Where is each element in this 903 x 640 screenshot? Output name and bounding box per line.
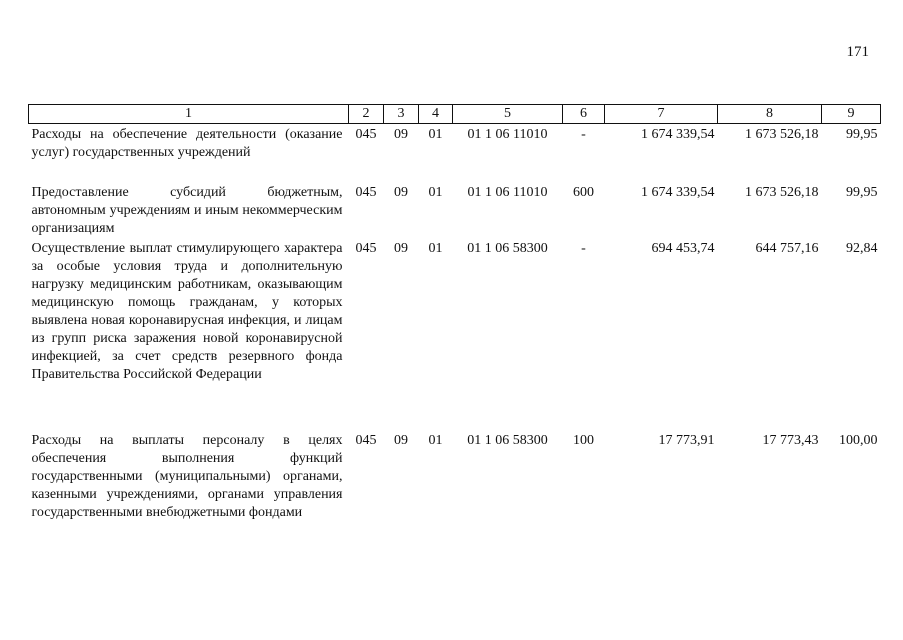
- section-code: 09: [394, 127, 408, 142]
- header-cell: 1: [29, 105, 349, 124]
- subsection-code: 01: [428, 127, 443, 142]
- section-code: 09: [394, 433, 408, 448]
- budget-table: [28, 104, 881, 542]
- expense-name: Предоставление субсидий бюджетным, автономным учреждениям и иным некоммерческим организациям: [31, 185, 343, 236]
- header-cell: 2: [349, 105, 384, 124]
- header-cell: 9: [822, 105, 881, 124]
- executed-amount: 1 673 526,18: [745, 127, 819, 142]
- planned-amount: 694 453,74: [651, 241, 715, 256]
- ministry-code: 045: [355, 433, 377, 448]
- header-cell: 7: [605, 105, 718, 124]
- execution-percent: 99,95: [846, 185, 878, 200]
- expense-name: Осуществление выплат стимулирующего характера за особые условия труда и дополнительную нагрузку медицинским работникам, оказывающим медицинскую помощь гражданам, у которых выявлена новая коронавирусная инфекция, и лицам из групп риска заражения новой коронавирусной инфекцией, за счет средств резервного фонда Правительства Российской Федерации: [31, 241, 343, 382]
- planned-amount: 1 674 339,54: [641, 127, 715, 142]
- planned-amount: 17 773,91: [658, 433, 715, 448]
- ministry-code: 045: [355, 185, 377, 200]
- header-cell: 3: [384, 105, 419, 124]
- subsection-code: 01: [428, 185, 443, 200]
- expense-name: Расходы на выплаты персоналу в целях обеспечения выполнения функций государственными (муниципальными) органами, казенными учреждениями, органами управления государственными внебюджетными фондами: [31, 433, 343, 520]
- header-cell: 5: [453, 105, 563, 124]
- planned-amount: 1 674 339,54: [641, 185, 715, 200]
- section-code: 09: [394, 241, 408, 256]
- execution-percent: 100,00: [839, 433, 878, 448]
- subsection-code: 01: [428, 241, 443, 256]
- header-cell: 4: [419, 105, 453, 124]
- table-row: [29, 238, 881, 430]
- ministry-code: 045: [355, 241, 377, 256]
- executed-amount: 644 757,16: [755, 241, 819, 256]
- executed-amount: 17 773,43: [762, 433, 819, 448]
- expense-type-code: -: [581, 241, 586, 256]
- table-row: [29, 124, 881, 183]
- target-article-code: 01 1 06 11010: [467, 185, 548, 200]
- header-cell: 6: [563, 105, 605, 124]
- target-article-code: 01 1 06 58300: [467, 433, 548, 448]
- table-row: [29, 182, 881, 238]
- execution-percent: 99,95: [846, 127, 878, 142]
- subsection-code: 01: [428, 433, 443, 448]
- expense-name: Расходы на обеспечение деятельности (оказание услуг) государственных учреждений: [31, 127, 343, 160]
- page-number: 171: [846, 44, 869, 60]
- expense-type-code: -: [581, 127, 586, 142]
- target-article-code: 01 1 06 58300: [467, 241, 548, 256]
- section-code: 09: [394, 185, 408, 200]
- execution-percent: 92,84: [846, 241, 878, 256]
- expense-type-code: 600: [573, 185, 594, 200]
- target-article-code: 01 1 06 11010: [467, 127, 548, 142]
- executed-amount: 1 673 526,18: [745, 185, 819, 200]
- expense-type-code: 100: [573, 433, 594, 448]
- header-cell: 8: [718, 105, 822, 124]
- header-row: [29, 105, 881, 124]
- ministry-code: 045: [355, 127, 377, 142]
- table-row: [29, 430, 881, 542]
